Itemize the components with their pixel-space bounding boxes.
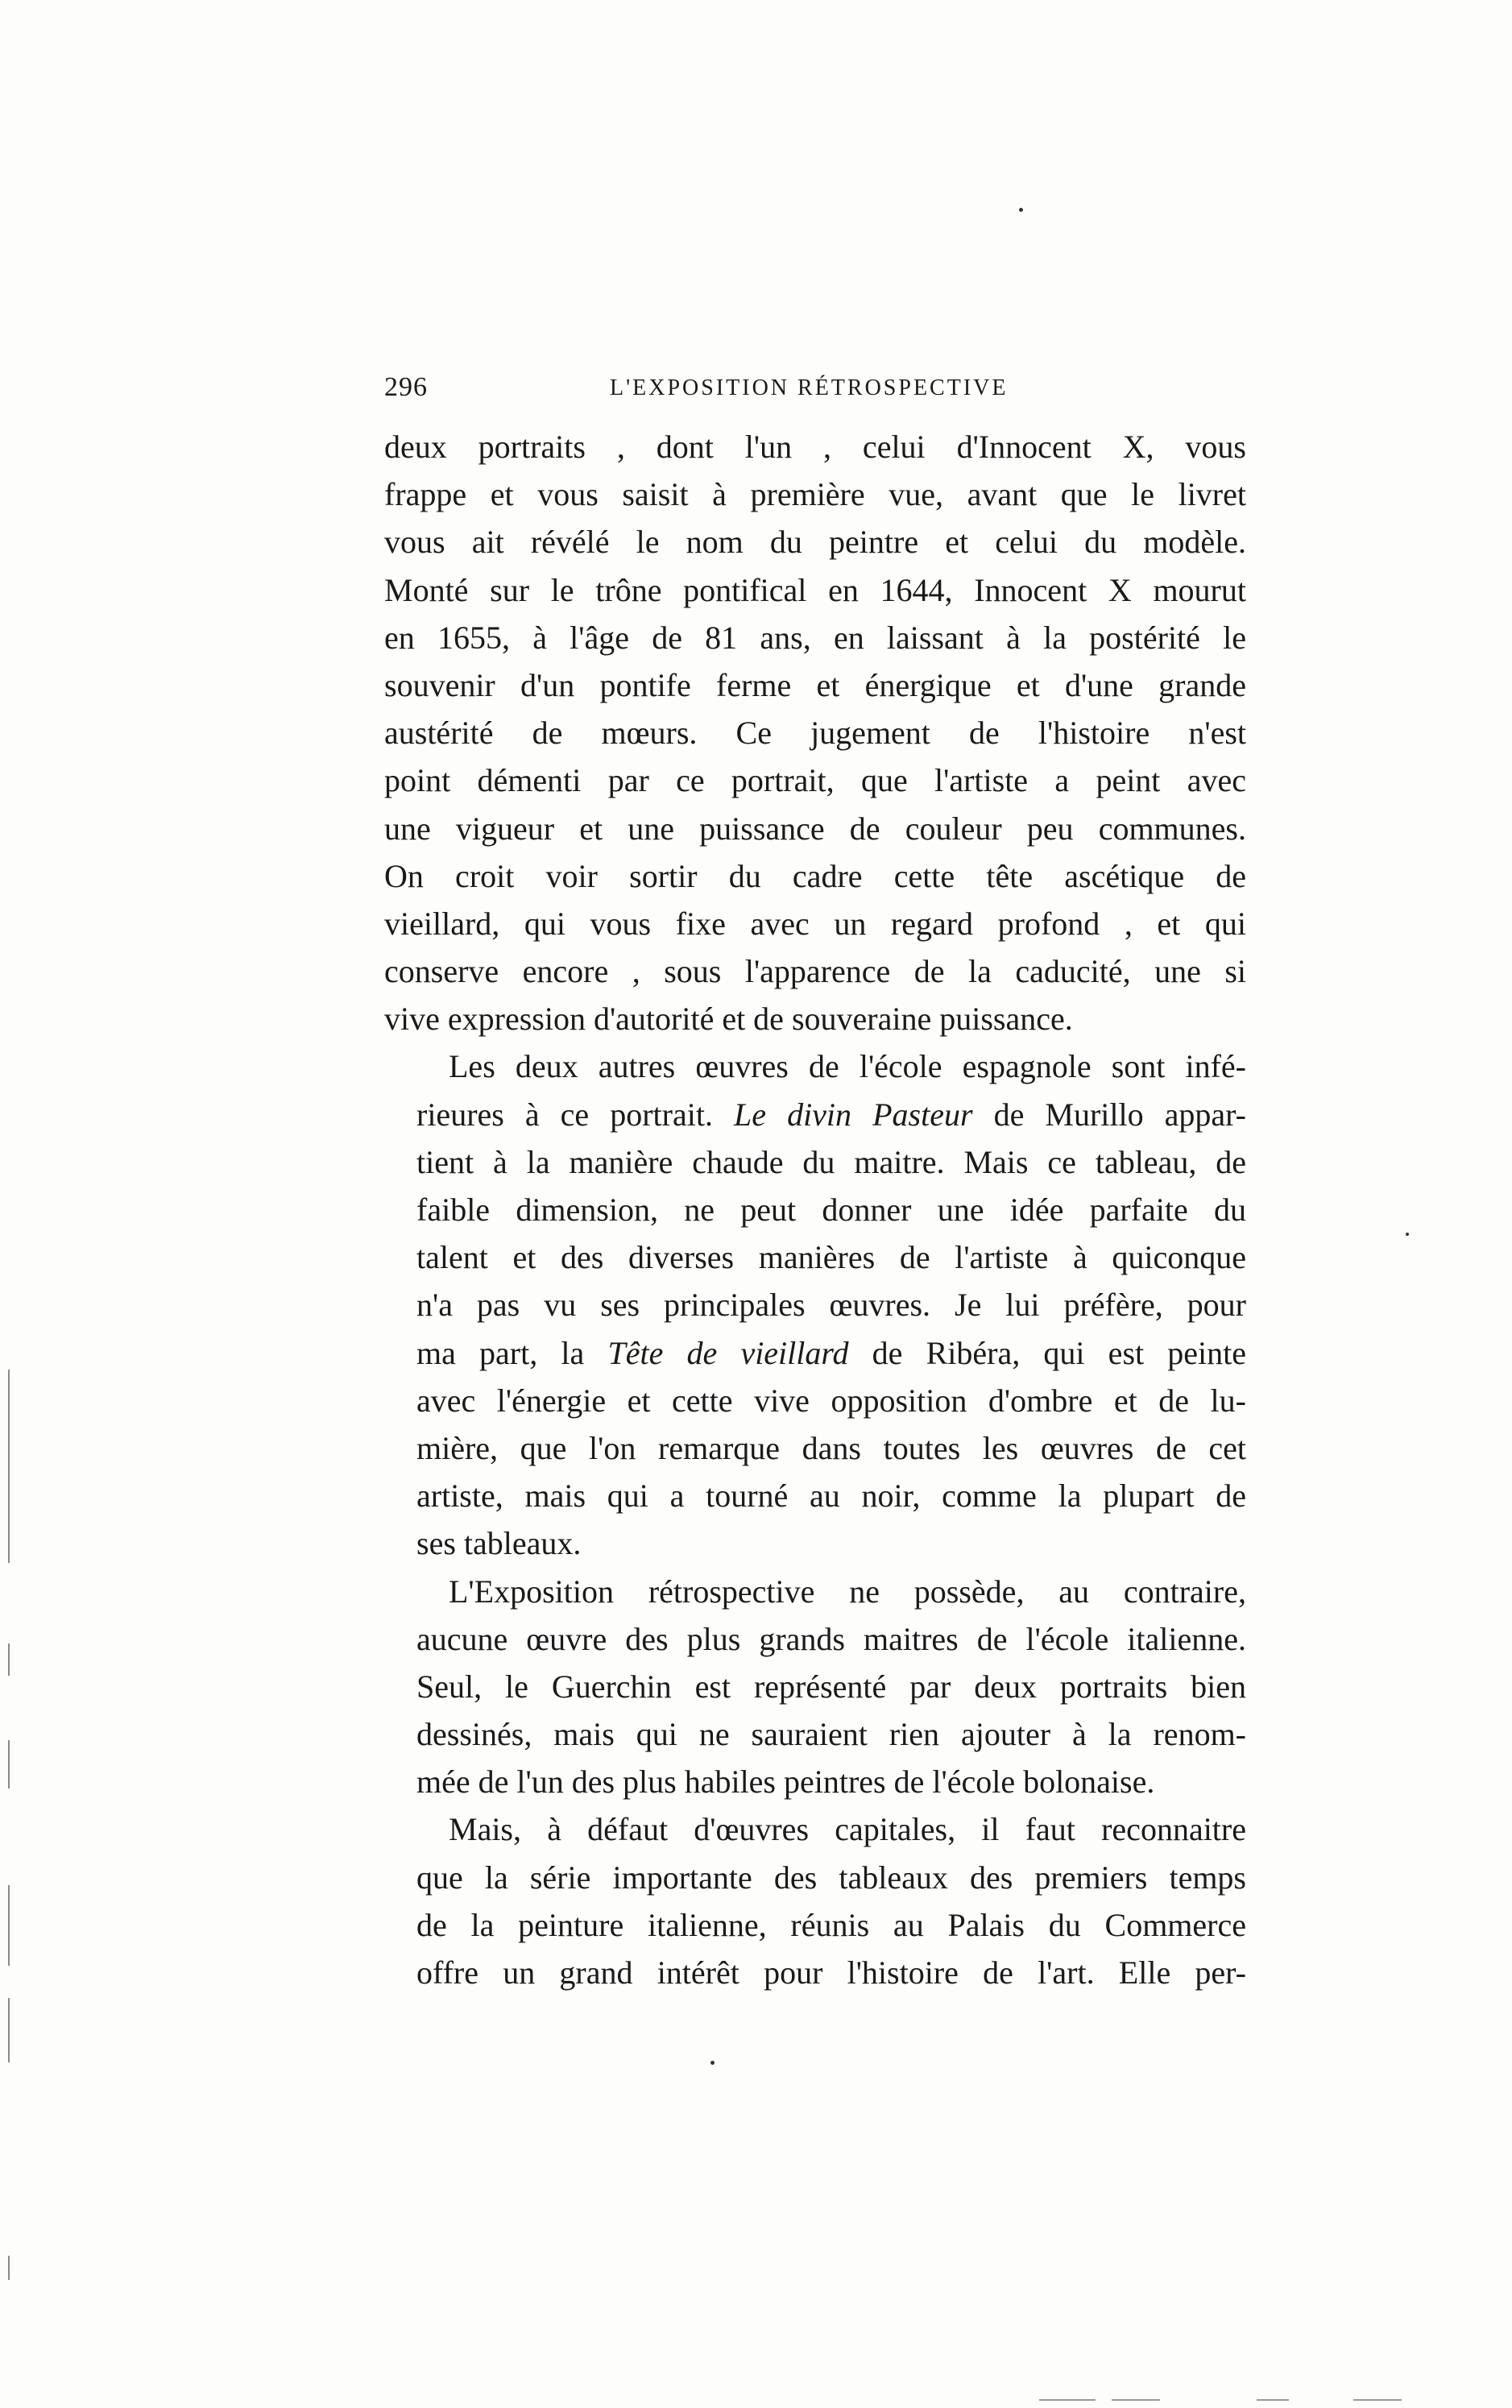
artwork-title: Tête de vieillard: [607, 1334, 849, 1371]
running-head: L'EXPOSITION RÉTROSPECTIVE: [610, 375, 1009, 400]
text-line: L'Exposition rétrospective ne possède, au contraire,: [449, 1573, 1246, 1610]
text-line: en 1655, à l'âge de 81 ans, en laissant à la postérité le: [384, 619, 1246, 656]
page-header: [384, 372, 1246, 412]
text-line: frappe et vous saisit à première vue, avant que le livret: [384, 476, 1246, 513]
text-line: [384, 1091, 1246, 1138]
scan-margin-line: [8, 2256, 10, 2280]
scan-speck: [1019, 208, 1023, 212]
text-line: Monté sur le trône pontifical en 1644, Innocent X mourut: [384, 571, 1246, 608]
text-line: tient à la manière chaude du maitre. Mais ce tableau, de: [416, 1143, 1246, 1180]
artwork-title: Le divin Pasteur: [734, 1096, 973, 1133]
scan-dash: [1112, 2399, 1160, 2401]
page-number: 296: [384, 372, 428, 402]
paragraph: [384, 1042, 1246, 1567]
paragraph: [384, 423, 1246, 1042]
scan-dash: [1353, 2399, 1402, 2401]
text-line: point démenti par ce portrait, que l'artiste a peint avec: [384, 762, 1246, 799]
scan-margin-line: [8, 1740, 10, 1788]
text-line: mée de l'un des plus habiles peintres de l'école bolonaise.: [416, 1764, 1155, 1801]
text-line: offre un grand intérêt pour l'histoire de l'art. Elle per-: [416, 1954, 1246, 1991]
text-fragment: rieures à ce portrait.: [416, 1096, 713, 1133]
body-text: [384, 423, 1246, 1996]
scan-dash: [1257, 2399, 1289, 2401]
scan-margin-line: [8, 1998, 10, 2062]
text-fragment: de Murillo appar-: [993, 1096, 1246, 1133]
text-line: artiste, mais qui a tourné au noir, comme la plupart de: [416, 1478, 1246, 1515]
scan-margin-line: [8, 1885, 10, 1966]
text-line: de la peinture italienne, réunis au Palais du Commerce: [416, 1906, 1246, 1943]
text-fragment: de Ribéra, qui est peinte: [872, 1334, 1247, 1371]
text-line: [384, 1329, 1246, 1377]
text-line: conserve encore , sous l'apparence de la caducité, une si: [384, 953, 1246, 990]
text-line: vive expression d'autorité et de souveraine puissance.: [384, 1001, 1073, 1038]
text-line: mière, que l'on remarque dans toutes les œuvres de cet: [416, 1429, 1246, 1466]
text-line: austérité de mœurs. Ce jugement de l'histoire n'est: [384, 715, 1246, 752]
text-fragment: ma part, la: [416, 1334, 585, 1371]
text-line: souvenir d'un pontife ferme et énergique et d'une grande: [384, 666, 1246, 703]
text-line: On croit voir sortir du cadre cette tête ascétique de: [384, 857, 1246, 894]
text-line: deux portraits , dont l'un , celui d'Innocent X, vous: [384, 429, 1246, 465]
text-line: talent et des diverses manières de l'artiste à quiconque: [416, 1239, 1246, 1276]
text-line: ses tableaux.: [416, 1525, 582, 1562]
text-line: que la série importante des tableaux des premiers temps: [416, 1859, 1246, 1896]
text-line: aucune œuvre des plus grands maitres de l'école italienne.: [416, 1620, 1246, 1657]
text-line: une vigueur et une puissance de couleur peu communes.: [384, 810, 1246, 847]
scan-margin-line: [8, 1643, 10, 1676]
paragraph: [384, 1568, 1246, 1806]
scan-speck: [710, 2061, 715, 2065]
text-line: vieillard, qui vous fixe avec un regard profond , et qui: [384, 905, 1246, 942]
scan-dash: [1039, 2399, 1096, 2401]
text-line: dessinés, mais qui ne sauraient rien ajouter à la renom-: [416, 1716, 1246, 1753]
text-line: Mais, à défaut d'œuvres capitales, il faut reconnaitre: [449, 1811, 1246, 1848]
scan-margin-line: [8, 1370, 10, 1563]
text-line: Les deux autres œuvres de l'école espagnole sont infé-: [449, 1048, 1246, 1085]
text-line: faible dimension, ne peut donner une idée parfaite du: [416, 1192, 1246, 1228]
scan-speck: [1406, 1233, 1409, 1236]
text-line: Seul, le Guerchin est représenté par deux portraits bien: [416, 1668, 1246, 1705]
text-line: avec l'énergie et cette vive opposition d'ombre et de lu-: [416, 1382, 1246, 1419]
text-line: vous ait révélé le nom du peintre et celui du modèle.: [384, 524, 1246, 561]
paragraph: [384, 1805, 1246, 1996]
text-line: n'a pas vu ses principales œuvres. Je lui préfère, pour: [416, 1287, 1246, 1324]
